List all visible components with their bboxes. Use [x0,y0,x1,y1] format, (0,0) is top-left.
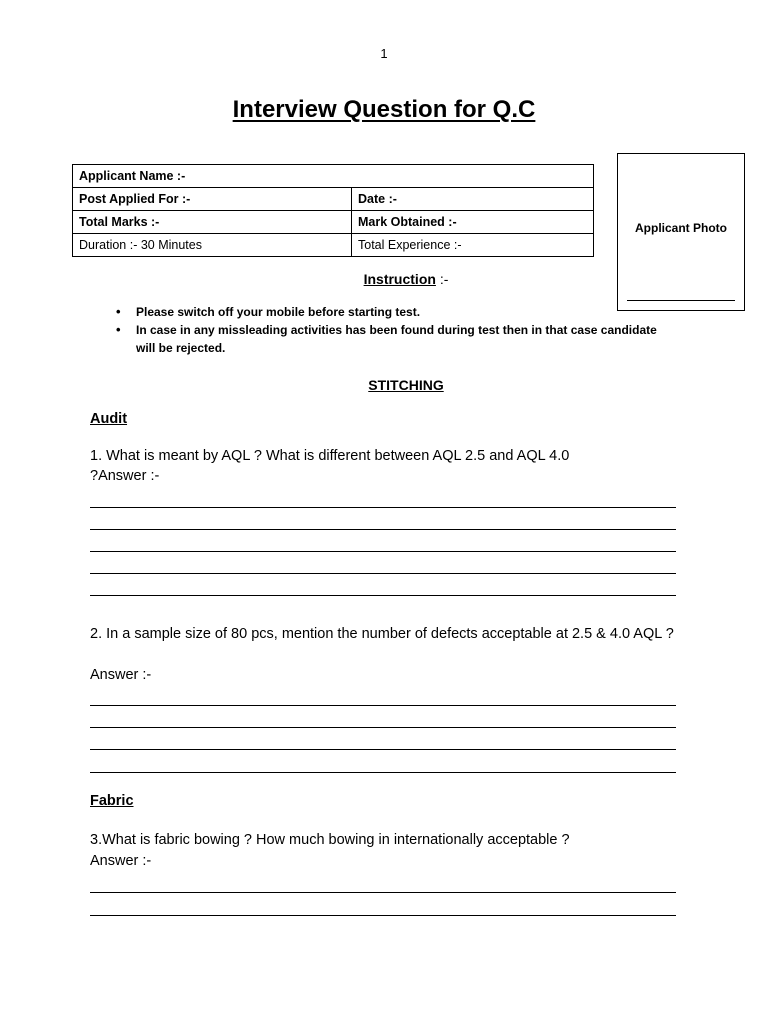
total-experience-field: Total Experience :- [352,234,594,257]
question-2: 2. In a sample size of 80 pcs, mention the number of defects acceptable at 2.5 & 4.0 AQL ? [90,626,674,642]
answer-line [90,507,676,508]
answer-line [90,772,676,773]
answer-label-2: Answer :- [90,667,152,683]
answer-line [90,749,676,750]
applicant-photo-label: Applicant Photo [635,221,727,235]
answer-line [90,727,676,728]
table-row [73,188,594,211]
question-3: 3.What is fabric bowing ? How much bowing in internationally acceptable ? [90,832,570,848]
answer-line [90,551,676,552]
answer-line [90,529,676,530]
applicant-info-table [72,164,594,257]
instruction-list [116,303,676,357]
page-number: 1 [380,46,388,61]
instruction-heading [0,271,768,287]
applicant-photo-box [617,153,745,311]
instruction-label: Instruction [363,271,436,287]
total-marks-field: Total Marks :- [73,211,352,234]
answer-line [90,573,676,574]
page-title: Interview Question for Q.C [232,96,536,123]
photo-signature-line [627,300,735,301]
answer-line [90,892,676,893]
date-field: Date :- [352,188,594,211]
answer-line [90,705,676,706]
section-title: STITCHING [368,377,444,393]
audit-heading: Audit [90,411,128,427]
fabric-heading: Fabric [90,793,134,809]
answer-line [90,915,676,916]
post-applied-field: Post Applied For :- [73,188,352,211]
answer-label-3: Answer :- [90,853,152,869]
duration-field: Duration :- 30 Minutes [73,234,352,257]
list-item: • In case in any missleading activities has been found during test then in that case candidate will be rejected. [116,321,676,357]
answer-label-1: ?Answer :- [90,468,160,484]
answer-line [90,595,676,596]
applicant-name-field: Applicant Name :- [73,165,594,188]
question-1: 1. What is meant by AQL ? What is different between AQL 2.5 and AQL 4.0 [90,448,570,464]
table-row [73,211,594,234]
list-item: • Please switch off your mobile before starting test. [116,303,676,321]
table-row [73,165,594,188]
instruction-suffix: :- [435,271,449,287]
mark-obtained-field: Mark Obtained :- [352,211,594,234]
table-row [73,234,594,257]
